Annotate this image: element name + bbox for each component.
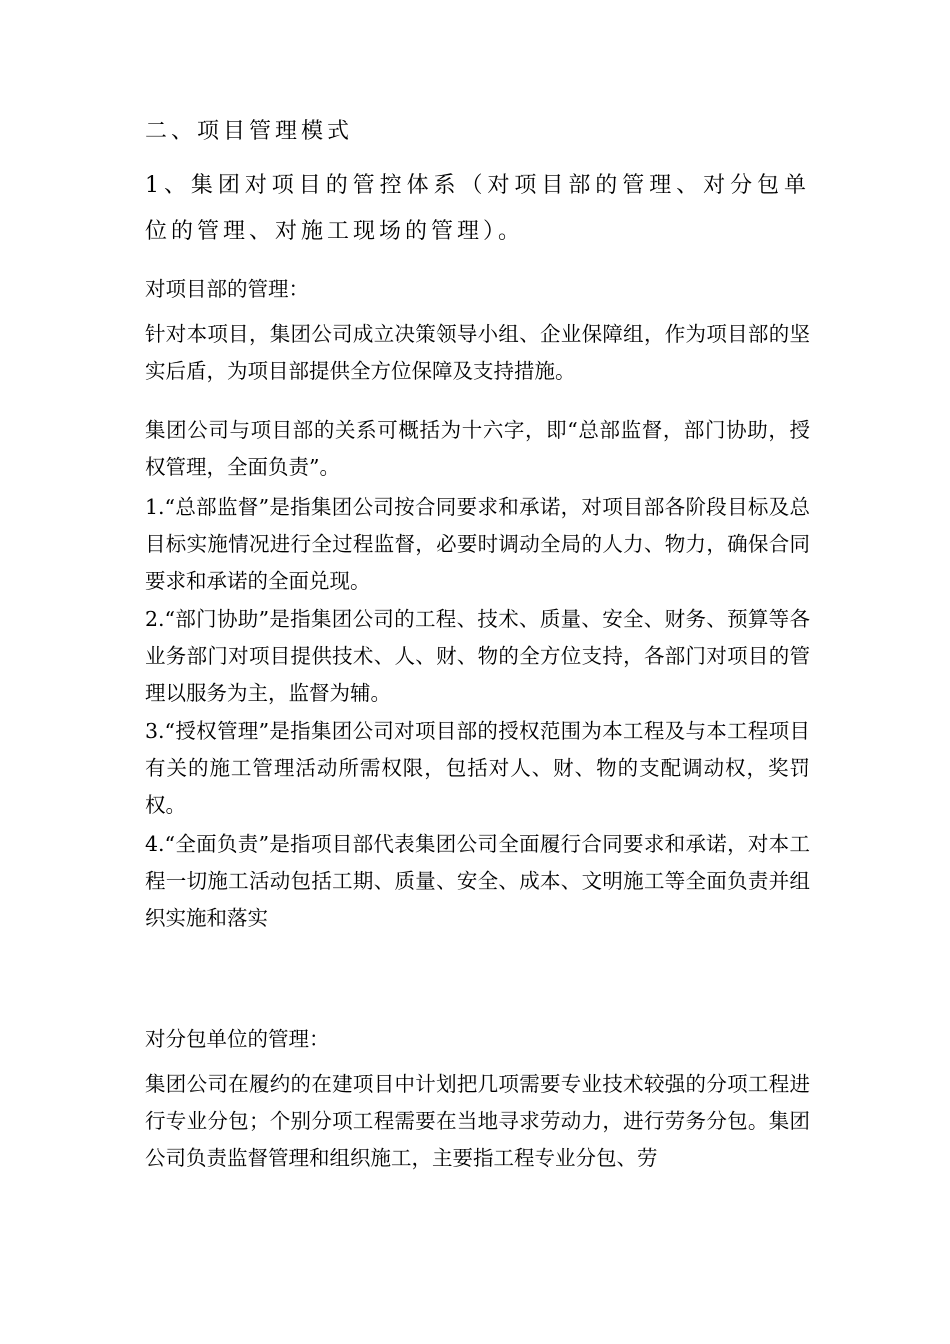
paragraph-subcontractor-management: 集团公司在履约的在建项目中计划把几项需要专业技术较强的分项工程进行专业分包；个别分项工程需要在当地寻求劳动力，进行劳务分包。集团公司负责监督管理和组织施工，主要指工程专业分包、劳 — [145, 1072, 810, 1170]
paragraph-relationship: 集团公司与项目部的关系可概括为十六字，即“总部监督，部门协助，授权管理，全面负责”。 — [145, 418, 810, 479]
paragraph-supervision: 1.“总部监督”是指集团公司按合同要求和承诺，对项目部各阶段目标及总目标实施情况进行全过程监督，必要时调动全局的人力、物力，确保合同要求和承诺的全面兑现。 — [145, 495, 810, 593]
paragraph-department-assistance: 2.“部门协助”是指集团公司的工程、技术、质量、安全、财务、预算等各业务部门对项目提供技术、人、财、物的全方位支持，各部门对项目的管理以服务为主，监督为辅。 — [145, 607, 810, 705]
section-title: 二、项目管理模式 — [145, 119, 354, 144]
paragraph-subcontractor-heading: 对分包单位的管理： — [145, 1027, 330, 1051]
paragraph-authorization: 3.“授权管理”是指集团公司对项目部的授权范围为本工程及与本工程项目有关的施工管理活动所需权限，包括对人、财、物的支配调动权，奖罚权。 — [145, 719, 810, 817]
paragraph-project-dept-support: 针对本项目，集团公司成立决策领导小组、企业保障组，作为项目部的坚实后盾，为项目部提供全方位保障及支持措施。 — [145, 322, 810, 383]
paragraph-project-dept-heading: 对项目部的管理： — [145, 277, 309, 301]
paragraph-full-responsibility: 4.“全面负责”是指项目部代表集团公司全面履行合同要求和承诺，对本工程一切施工活动包括工期、质量、安全、成本、文明施工等全面负责并组织实施和落实 — [145, 832, 810, 930]
subsection-title: 1、集团对项目的管控体系（对项目部的管理、对分包单位的管理、对施工现场的管理）。 — [145, 173, 810, 244]
